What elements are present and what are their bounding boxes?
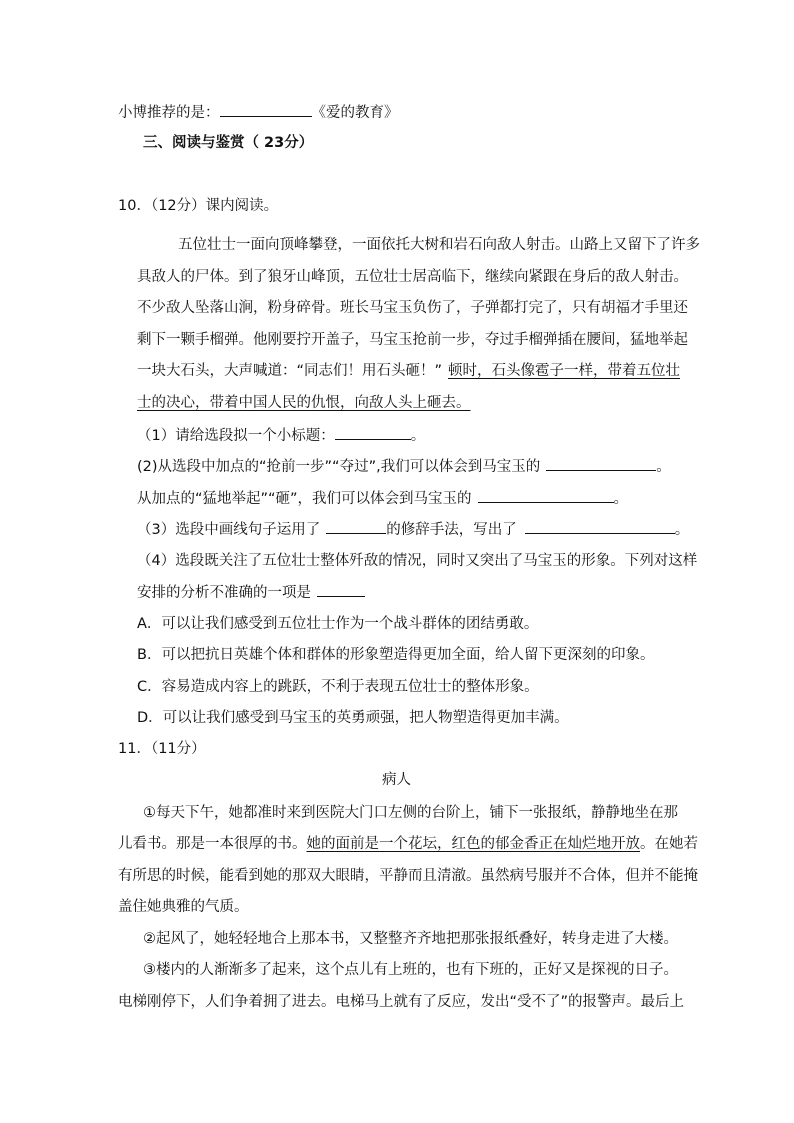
q10-option-d[interactable]: D．可以让我们感受到马宝玉的英勇顽强，把人物塑造得更加丰满。 (137, 710, 569, 726)
q10-option-c[interactable]: C．容易造成内容上的跳跃，不利于表现五位壮士的整体形象。 (137, 679, 539, 695)
q10-sub2-line-1-text: (2)从选段中加点的“抢前一步”“夺过”,我们可以体会到马宝玉的 (137, 459, 541, 475)
q10-sub2-line-2-end: 。 (613, 491, 629, 507)
q11-p1-line-3: 有所思的时候，能看到她的那双大眼睛，平静而且清澈。虽然病号服并不合体，但并不能掩 (118, 868, 698, 884)
q10-underlined-sentence-part-1: 顿时，石头像雹子一样，带着五位壮 (448, 363, 681, 379)
q10-option-b[interactable]: B．可以把抗日英雄个体和群体的形象塑造得更加全面，给人留下更深刻的印象。 (137, 647, 655, 663)
q10-sub2-line-2 (137, 488, 628, 509)
q11-p1-underlined-sentence: 她的面前是一个花坛，红色的郁金香正在灿烂地开放 (306, 836, 640, 852)
q10-sub3 (137, 519, 689, 540)
q11-p1-line-2-plain: 儿看书。那是一本很厚的书。 (118, 836, 307, 852)
q10-sub3-blank-2[interactable] (525, 519, 675, 534)
q11-p3-line-2: 电梯刚停下，人们争着拥了进去。电梯马上就有了反应，发出“受不了”的报警声。最后上 (118, 994, 685, 1010)
q10-passage-line-5 (137, 361, 680, 381)
q10-sub2-line-2-text: 从加点的“猛地举起”“砸”，我们可以体会到马宝玉的 (137, 491, 472, 507)
q10-passage-line-3: 不少敌人坠落山涧，粉身碎骨。班长马宝玉负伤了，子弹都打完了，只有胡福才手里还 (137, 300, 688, 316)
q10-sub4-line-2 (137, 582, 365, 603)
q10-sub4-blank[interactable] (317, 582, 365, 597)
q11-p1-line-1: ①每天下午，她都准时来到医院大门口左侧的台阶上，铺下一张报纸，静静地坐在那 (143, 805, 678, 821)
q11-header: 11．（11分） (118, 741, 206, 757)
q11-p1-line-2 (118, 834, 698, 854)
recommend-prefix: 小博推荐的是： (118, 105, 220, 121)
q11-p2: ②起风了，她轻轻地合上那本书，又整整齐齐地把那张报纸叠好，转身走进了大楼。 (143, 931, 678, 947)
q10-sub4-line-1: （4）选段既关注了五位壮士整体歼敌的情况，同时又突出了马宝玉的形象。下列对这样 (137, 553, 698, 569)
q10-sub1 (137, 425, 425, 446)
section-3-title: 三、阅读与鉴赏（ 23分） (143, 135, 314, 151)
q10-sub3-part-2: 的修辞手法，写出了 (386, 522, 517, 538)
q10-sub2-blank-1[interactable] (546, 456, 656, 471)
q10-passage-line-4: 剩下一颗手榴弹。他刚要拧开盖子，马宝玉抢前一步，夺过手榴弹插在腰间，猛地举起 (137, 332, 688, 348)
q11-p1-line-4: 盖住她典雅的气质。 (118, 899, 249, 915)
q10-underlined-sentence-part-2: 士的决心，带着中国人民的仇恨，向敌人头上砸去。 (137, 395, 471, 411)
q11-p3-line-1: ③楼内的人渐渐多了起来，这个点儿有上班的，也有下班的，正好又是探视的日子。 (143, 962, 678, 978)
q10-sub3-end: 。 (674, 522, 690, 538)
q11-p1-line-2-end: 。在她若 (640, 836, 698, 852)
q10-header: 10．（12分）课内阅读。 (118, 198, 279, 214)
q10-sub3-part-1: （3）选段中画线句子运用了 (137, 522, 321, 538)
q10-sub1-text: （1）请给选段拟一个小标题： (137, 428, 335, 444)
q10-sub3-blank-1[interactable] (326, 519, 386, 534)
q10-passage-line-1: 五位壮士一面向顶峰攀登，一面依托大树和岩石向敌人射击。山路上又留下了许多 (178, 237, 700, 253)
q10-passage-line-2: 具敌人的尸体。到了狼牙山峰顶，五位壮士居高临下，继续向紧跟在身后的敌人射击。 (137, 269, 688, 285)
recommend-book: 《爱的教育》 (311, 105, 399, 121)
q10-sub1-blank[interactable] (335, 425, 411, 440)
q10-passage-line-5-plain: 一块大石头，大声喊道：“同志们！用石头砸！” (137, 363, 443, 379)
q10-option-a[interactable]: A．可以让我们感受到五位壮士作为一个战斗群体的团结勇敢。 (137, 616, 539, 632)
recommend-line (118, 102, 399, 123)
q11-title: 病人 (382, 772, 411, 788)
recommend-blank[interactable] (220, 102, 312, 117)
q10-sub2-blank-2[interactable] (478, 488, 614, 503)
q10-sub4-line-2-text: 安排的分析不准确的一项是 (137, 585, 311, 601)
q10-sub2-line-1-end: 。 (656, 459, 671, 475)
q10-sub1-end: 。 (410, 428, 426, 444)
q10-sub2-line-1 (137, 456, 671, 477)
